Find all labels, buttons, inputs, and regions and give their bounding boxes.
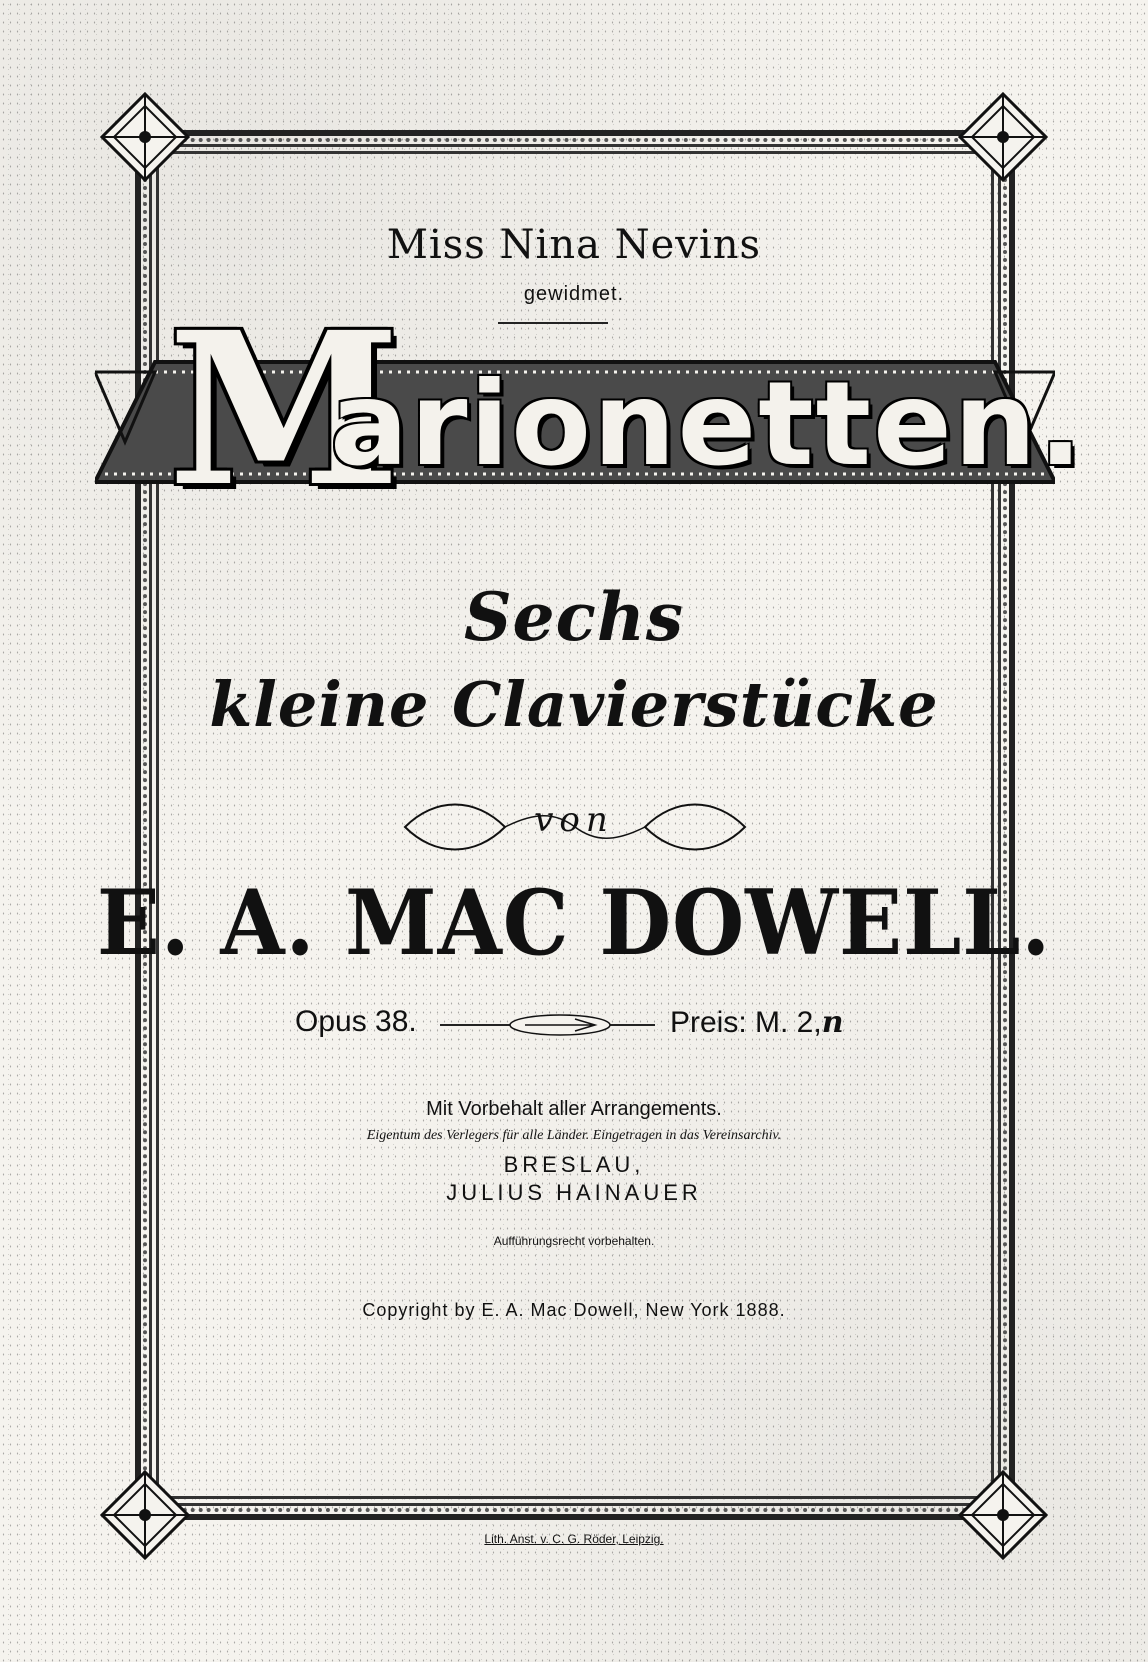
arrangements-notice: Mit Vorbehalt aller Arrangements. — [426, 1098, 722, 1120]
price-handwritten-mark: n — [821, 1005, 844, 1040]
corner-ornament-top-left — [100, 92, 190, 182]
opus-number: Opus 38. — [295, 1005, 417, 1038]
title-text: arionetten. — [330, 357, 1085, 492]
price — [670, 1005, 844, 1040]
corner-ornament-bottom-right — [958, 1470, 1048, 1560]
price-label: Preis: M. 2, — [670, 1006, 822, 1039]
title-initial: M — [168, 286, 401, 533]
printer-credit: Lith. Anst. v. C. G. Röder, Leipzig. — [484, 1532, 664, 1546]
dedication-name: Miss Nina Nevins — [387, 222, 761, 268]
publisher-name: JULIUS HAINAUER — [446, 1180, 702, 1205]
subtitle-line-1: Sechs — [464, 578, 684, 656]
corner-ornament-bottom-left — [100, 1470, 190, 1560]
performance-rights: Aufführungsrecht vorbehalten. — [493, 1234, 655, 1248]
publisher-city: BRESLAU, — [503, 1152, 645, 1177]
copyright-line: Copyright by E. A. Mac Dowell, New York 1888. — [362, 1300, 786, 1320]
property-notice: Eigentum des Verlegers für alle Länder. Eingetragen in das Vereinsarchiv. — [366, 1128, 782, 1143]
dedication-rule — [498, 322, 608, 324]
corner-ornament-top-right — [958, 92, 1048, 182]
composer-name: E. A. MAC DOWELL. — [96, 870, 1052, 976]
subtitle-line-2: kleine Clavierstücke — [209, 668, 939, 741]
by-label: von — [534, 800, 614, 840]
opus-ornament — [505, 1013, 615, 1037]
dedication-label: gewidmet. — [523, 283, 625, 305]
